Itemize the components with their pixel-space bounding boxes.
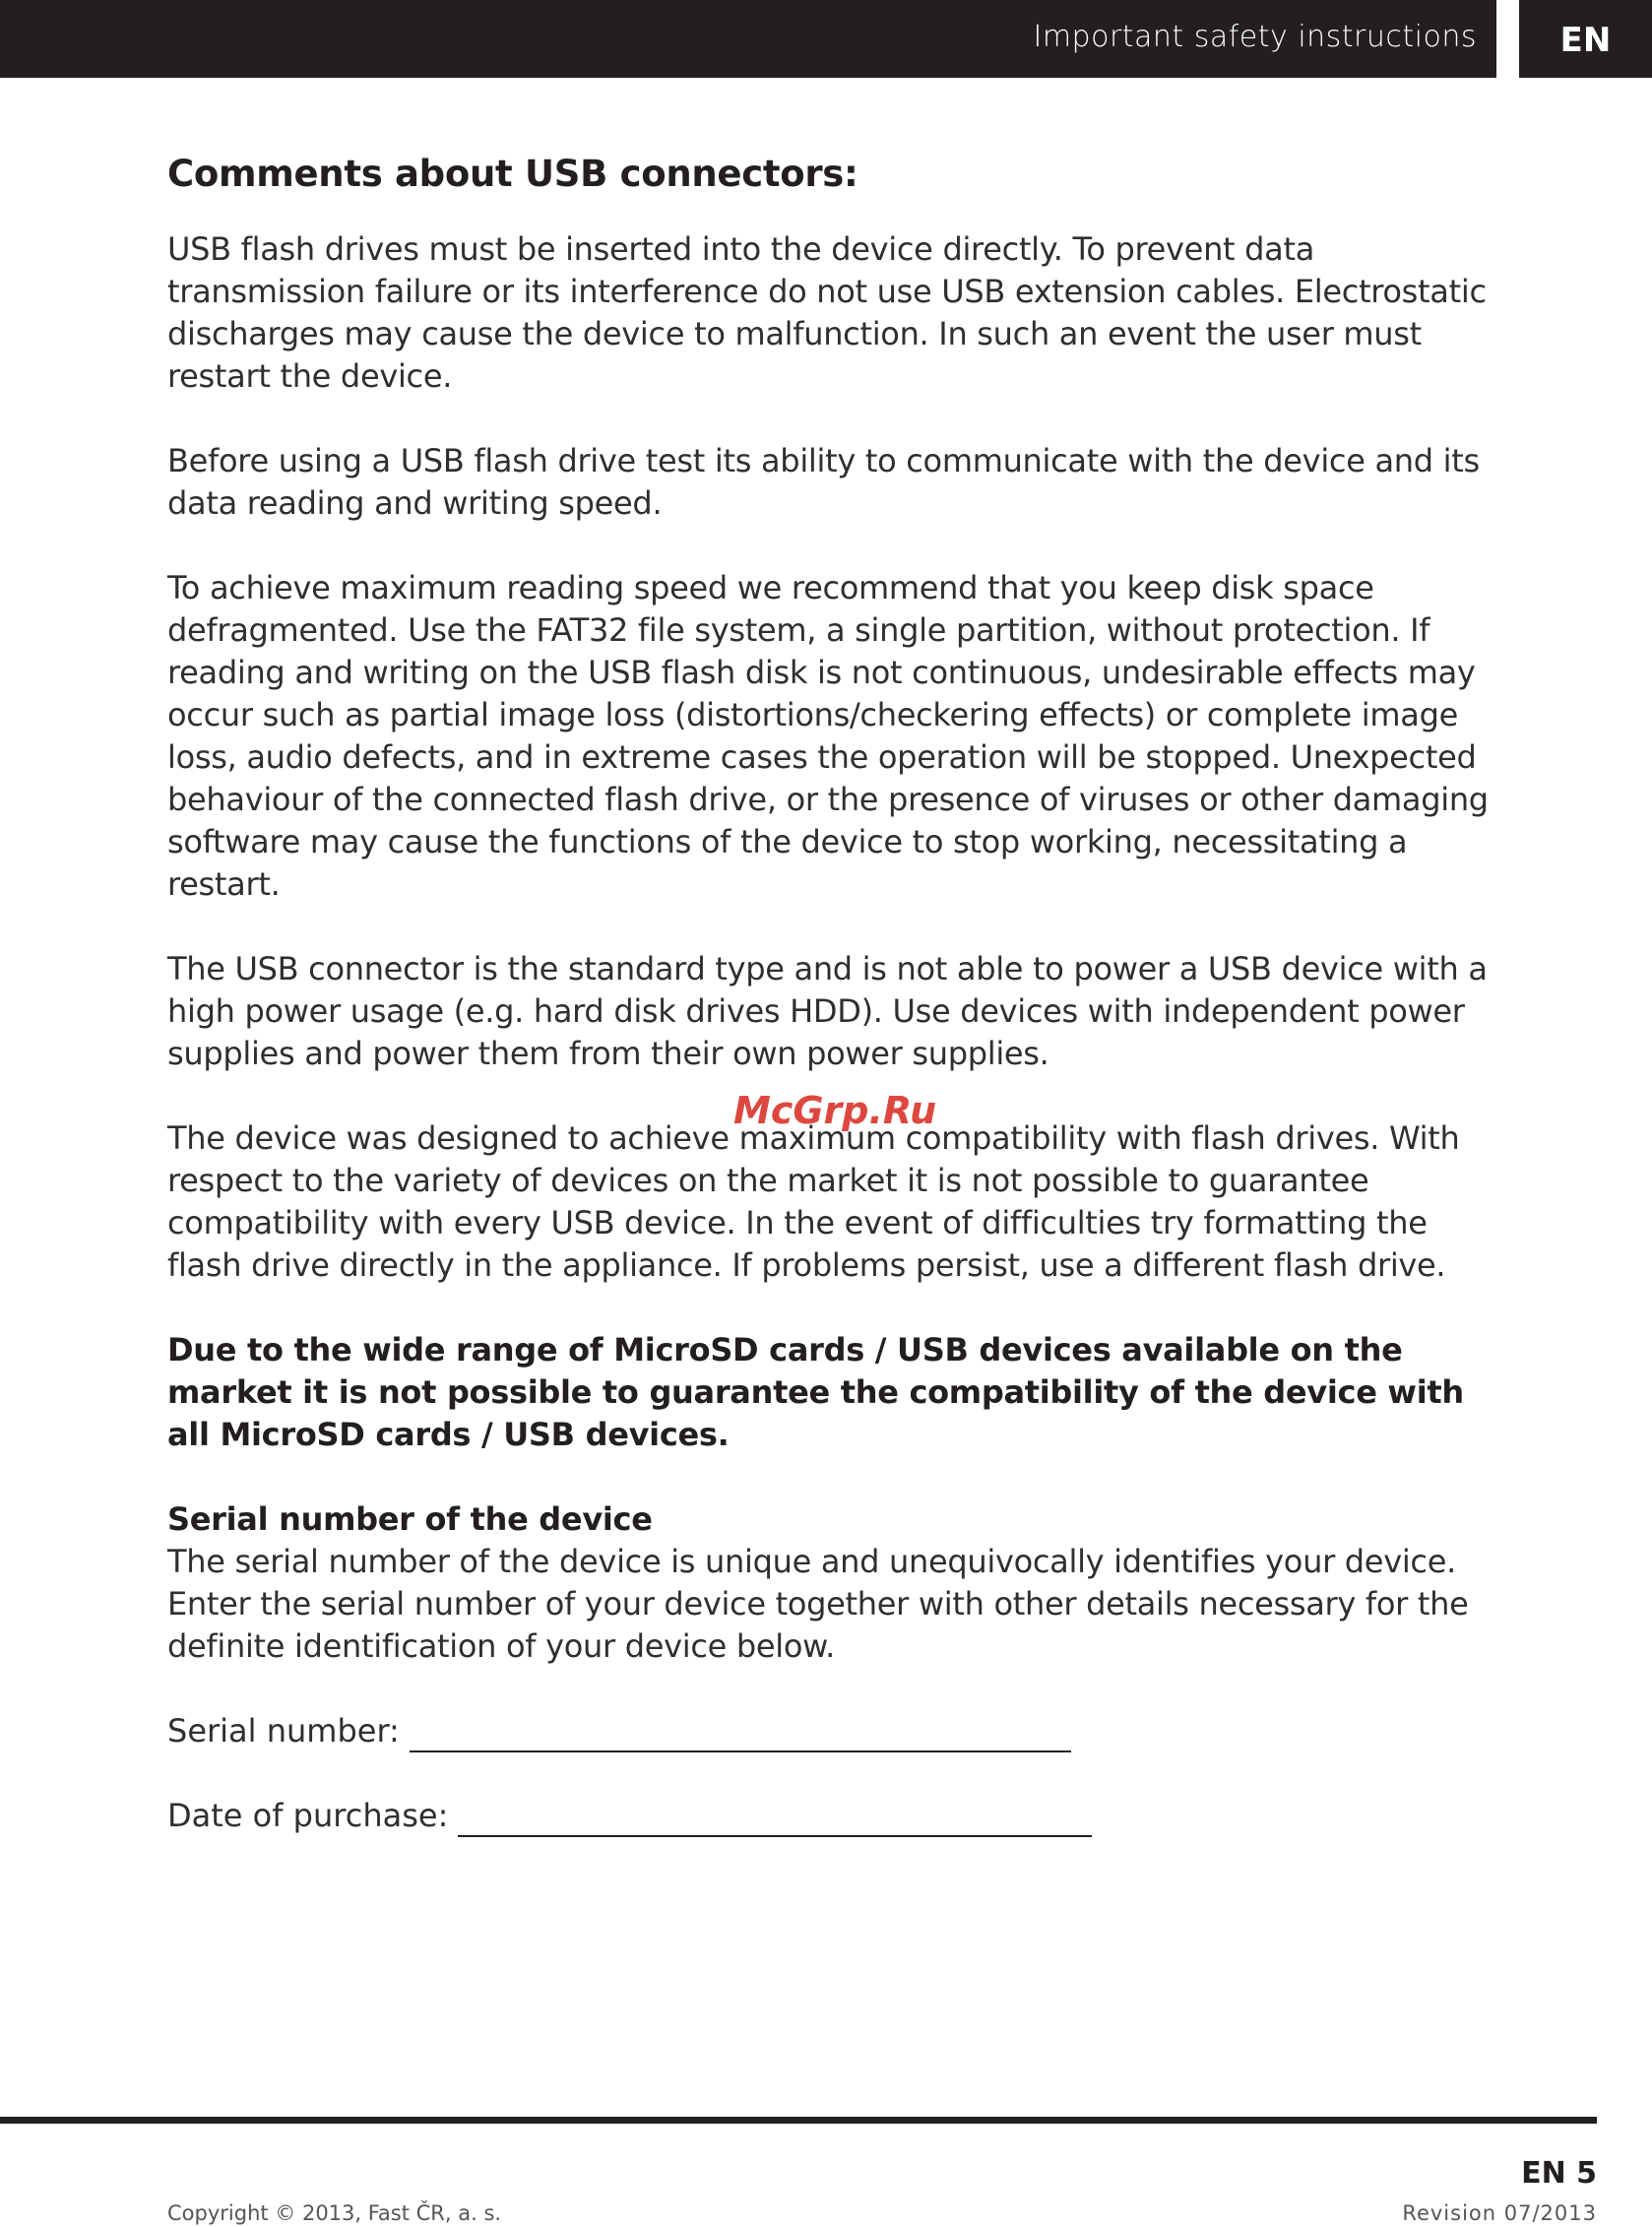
paragraph-usb-testing: Before using a USB flash drive test its ability to communicate with the device and its data reading and writing speed. xyxy=(167,442,1480,522)
serial-number-field xyxy=(167,1710,1506,1752)
page-content xyxy=(167,153,1506,1879)
page-number: EN 5 xyxy=(1521,2156,1597,2191)
serial-number-line xyxy=(410,1721,1071,1752)
date-of-purchase-field xyxy=(167,1795,1506,1837)
paragraph-compatibility: The device was designed to achieve maximum compatibility with flash drives. With respect to the variety of devices on the market it is not possible to guarantee compatibility with every USB device. In the event of difficulties try formatting the flash drive directly in the appliance. If problems persist, use a different flash drive. xyxy=(167,1119,1460,1284)
serial-heading: Serial number of the device xyxy=(167,1500,653,1538)
paragraph-usb-insertion: USB flash drives must be inserted into the device directly. To prevent data transmission failure or its interference do not use USB extension cables. Electrostatic discharges may cause the device to malfunction. In such an event the user must restart the device. xyxy=(167,230,1487,395)
paragraph-power: The USB connector is the standard type and is not able to power a USB device with a high power usage (e.g. hard disk drives HDD). Use devices with independent power supplies and power them from their own power supplies. xyxy=(167,950,1488,1072)
header-bar xyxy=(0,0,1496,78)
serial-section xyxy=(167,1498,1506,1668)
serial-text: The serial number of the device is unique and unequivocally identifies your device. Enter the serial number of your device together with other details necessary for the definite identification of your device below. xyxy=(167,1543,1469,1665)
header-title: Important safety instructions xyxy=(1033,20,1477,54)
watermark: McGrp.Ru xyxy=(733,1089,937,1132)
date-of-purchase-line xyxy=(458,1806,1092,1837)
compatibility-notice: Due to the wide range of MicroSD cards / USB devices available on the market it is not possible to guarantee the compatibility of the device with all MicroSD cards / USB devices. xyxy=(167,1331,1464,1453)
revision: Revision 07/2013 xyxy=(1402,2201,1597,2225)
date-of-purchase-label: Date of purchase: xyxy=(167,1797,449,1834)
language-badge: EN xyxy=(1519,0,1652,78)
paragraph-reading-speed: To achieve maximum reading speed we recommend that you keep disk space defragmented. Use the FAT32 file system, a single partition, without protection. If reading and writing on the USB flash disk is not continuous, undesirable effects may occur such as partial image loss (distortions/checkering effects) or complete image loss, audio defects, and in extreme cases the operation will be stopped. Unexpected behaviour of the connected flash drive, or the presence of viruses or other damaging software may cause the functions of the device to stop working, necessitating a restart. xyxy=(167,569,1489,903)
page-heading: Comments about USB connectors: xyxy=(167,153,858,195)
serial-number-label: Serial number: xyxy=(167,1712,400,1750)
copyright: Copyright © 2013, Fast ČR, a. s. xyxy=(167,2201,502,2225)
footer-rule xyxy=(0,2117,1597,2124)
